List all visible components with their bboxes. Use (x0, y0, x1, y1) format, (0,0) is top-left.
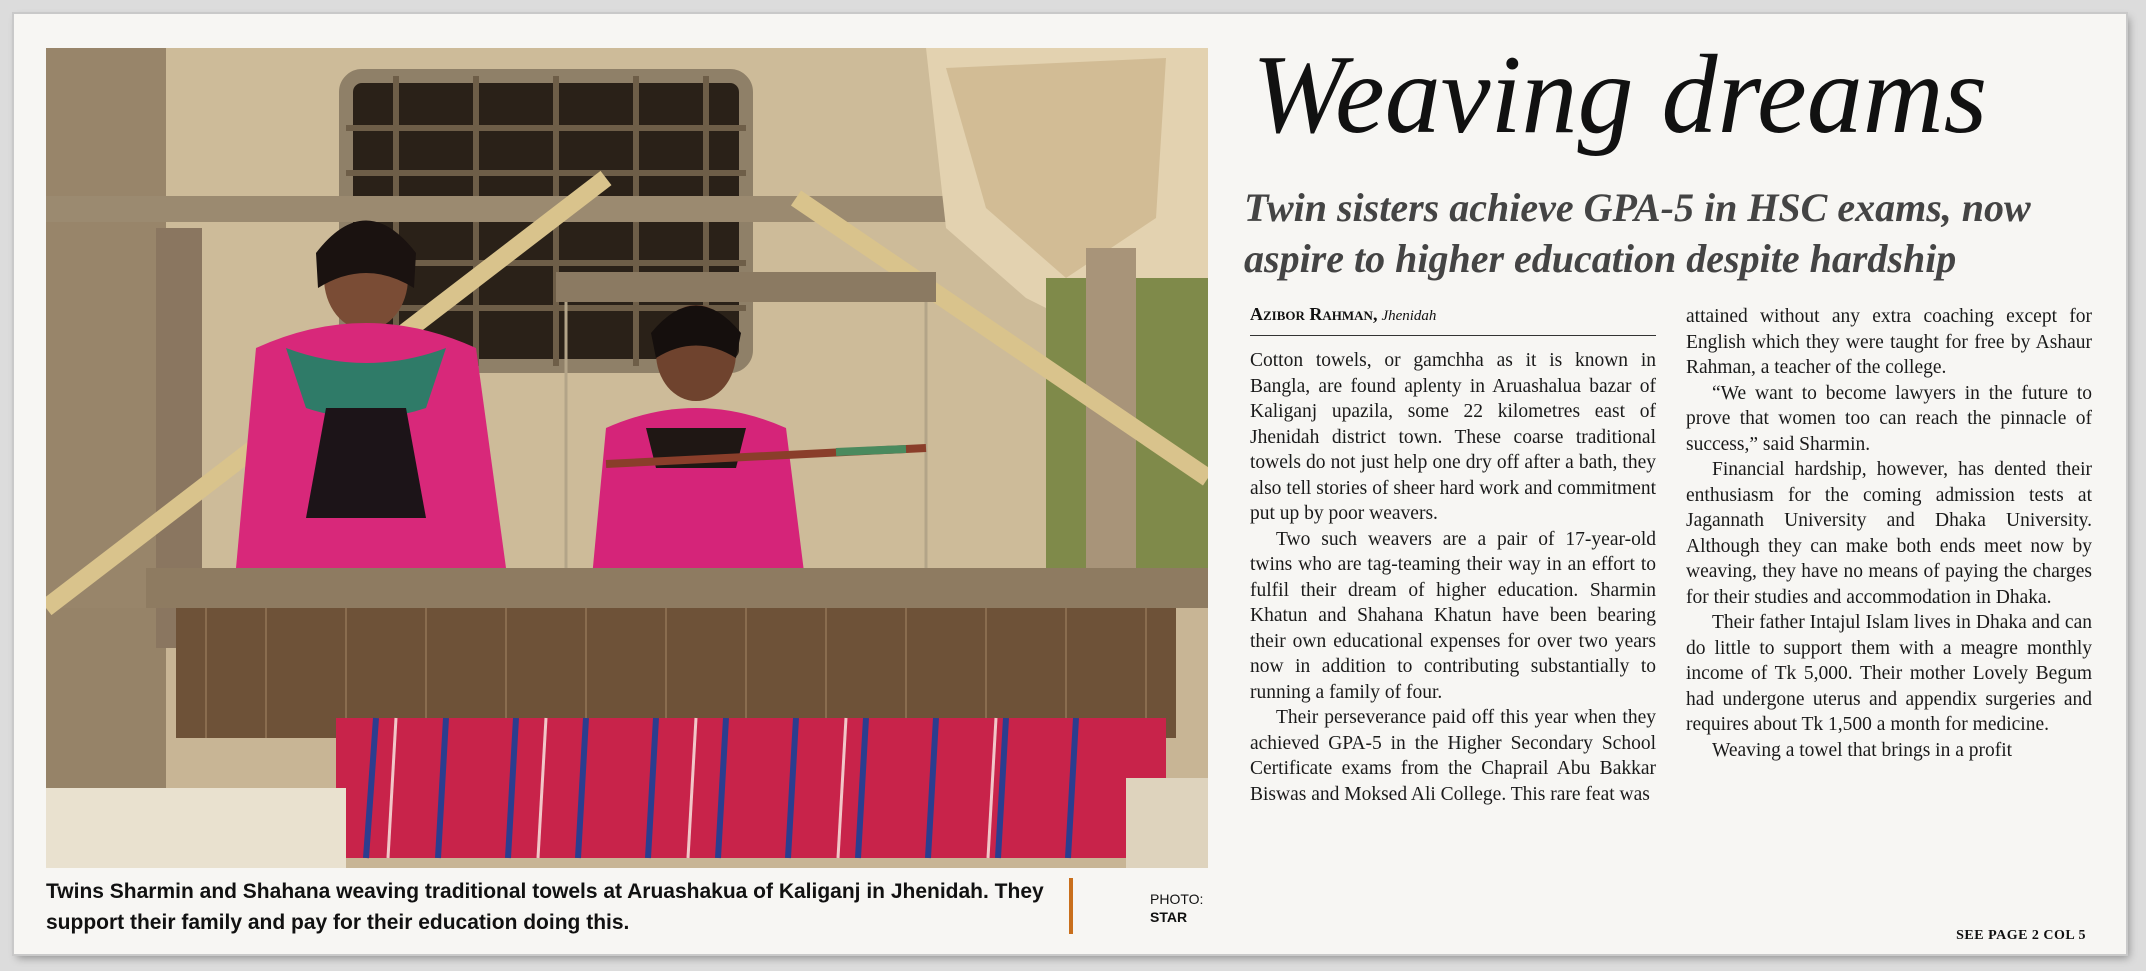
article-paragraph: Their perseverance paid off this year when they achieved GPA-5 in the Higher Secondary School Certificate exams from the Chaprail Abu Bakkar Biswas and Moksed Ali College. This rare feat was (1250, 707, 1656, 805)
photo-credit (1150, 890, 1203, 926)
photo-credit-source: STAR (1150, 909, 1188, 925)
article-column-2 (1686, 304, 2092, 763)
byline (1250, 304, 1590, 325)
caption-divider (1069, 878, 1073, 934)
article-paragraph: Weaving a towel that brings in a profit (1712, 739, 2013, 761)
loom-scene-illustration (46, 48, 1208, 868)
continued-on-page-link[interactable]: SEE PAGE 2 COL 5 (1956, 928, 2086, 943)
article-paragraph: attained without any extra coaching except for English which they were taught for free by Ashaur Rahman, a teacher of the college. (1686, 306, 2092, 378)
newspaper-clipping (14, 14, 2126, 954)
subheadline: Twin sisters achieve GPA-5 in HSC exams, now aspire to higher education despite hardship (1244, 185, 2031, 281)
photo-credit-label: PHOTO: (1150, 891, 1204, 907)
article-paragraph: Cotton towels, or gamchha as it is known in Bangla, are found aplenty in Aruashalua bazar of Kaliganj upazila, some 22 kilometres east of Jhenidah district town. These coarse traditional towels do not just help one dry off after a bath, they also tell stories of sheer hard work and commitment put up by poor weavers. (1250, 350, 1656, 524)
byline-author: Azibor Rahman, (1250, 304, 1378, 324)
weavers-photo (46, 48, 1208, 868)
photo-caption: Twins Sharmin and Shahana weaving traditional towels at Aruashakua of Kaliganj in Jhenidah. They support their family and pay for their education doing this. (46, 880, 1044, 934)
byline-location: Jhenidah (1381, 308, 1437, 324)
article-paragraph: Financial hardship, however, has dented their enthusiasm for the coming admission tests at Jagannath University and Dhaka University. Although they can make both ends meet now by weaving, they have no means of paying the charges for their studies and accommodation in Dhaka. (1686, 459, 2092, 608)
article-paragraph: “We want to become lawyers in the future to prove that women too can reach the pinnacle of success,” said Sharmin. (1686, 382, 2092, 455)
article-paragraph: Two such weavers are a pair of 17-year-old twins who are tag-teaming their way in an effort to fulfil their dream of higher education. Sharmin Khatun and Shahana Khatun have been bearing their own educational expenses for over two years now in addition to contributing substantially to running a family of four. (1250, 528, 1656, 703)
byline-divider (1250, 335, 1656, 336)
headline: Weaving dreams (1252, 33, 1988, 157)
article-paragraph: Their father Intajul Islam lives in Dhaka and can do little to support them with a meagre monthly income of Tk 5,000. Their mother Lovely Begum had undergone uterus and appendix surgeries and requires about Tk 1,500 a month for medicine. (1686, 612, 2092, 735)
article-column-1 (1250, 348, 1656, 807)
